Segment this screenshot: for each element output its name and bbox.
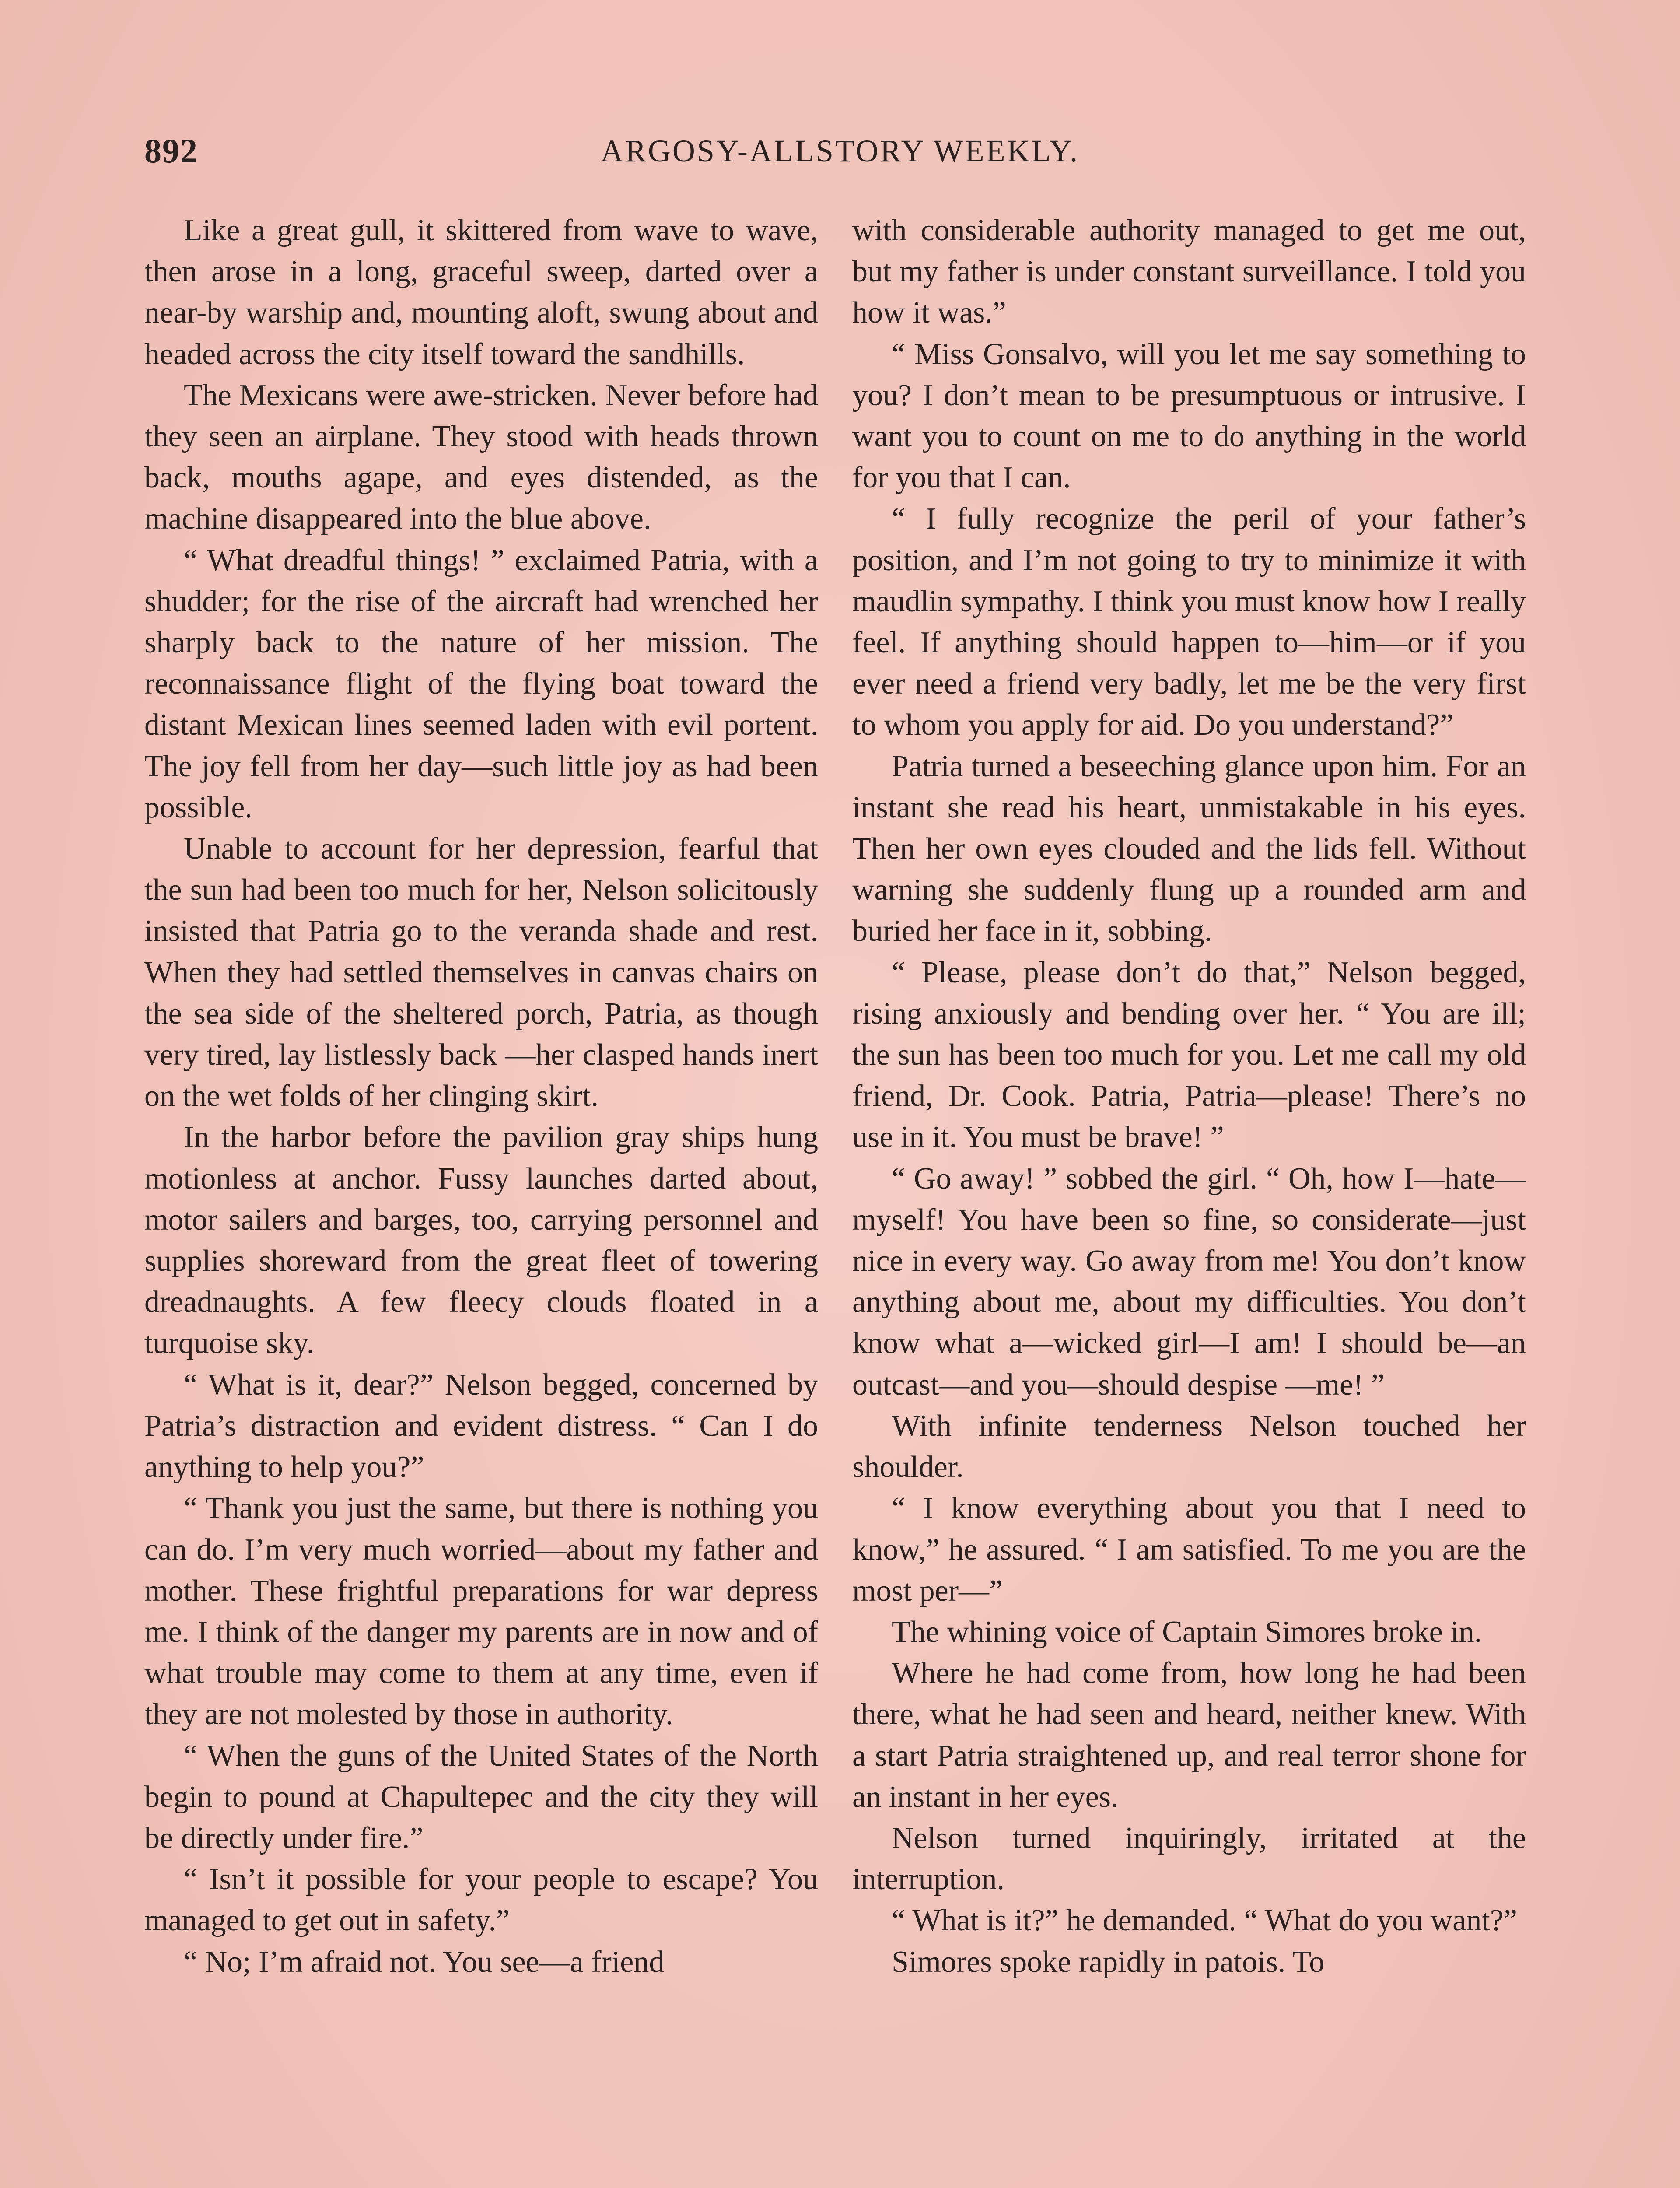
paragraph: “ What dreadful things! ” exclaimed Patria, with a shudder; for the rise of the aircraft had wrenched her sharply back to the nature of her mission. The reconnaissance flight of the flying boat toward the distant Mexican lines seemed laden with evil portent. The joy fell from her day—such little joy as had been possible. xyxy=(144,543,818,824)
paragraph: Nelson turned inquiringly, irritated at the interruption. xyxy=(852,1821,1526,1897)
paragraph: “ I fully recognize the peril of your father’s position, and I’m not going to try to minimize it with maudlin sympathy. I think you must know how I really feel. If anything should happen to—him—or if you ever need a friend very badly, let me be the very first to whom you apply for aid. Do you understand?” xyxy=(852,502,1526,742)
paragraph: With infinite tenderness Nelson touched her shoulder. xyxy=(852,1409,1526,1484)
paragraph: “ Thank you just the same, but there is nothing you can do. I’m very much worried—about my father and mother. These frightful preparations for war depress me. I think of the danger my parents are in now and of what trouble may come to them at any time, even if they are not molested by those in authority. xyxy=(144,1491,818,1732)
paragraph: Patria turned a beseeching glance upon him. For an instant she read his heart, unmistakable in his eyes. Then her own eyes clouded and the lids fell. Without warning she suddenly flung up a rounded arm and buried her face in it, sobbing. xyxy=(852,749,1526,948)
paragraph: Unable to account for her depression, fearful that the sun had been too much for her, Nelson solicitously insisted that Patria go to the veranda shade and rest. When they had settled themselves in canvas chairs on the sea side of the sheltered porch, Patria, as though very tired, lay listlessly back —her clasped hands inert on the wet folds of her clinging skirt. xyxy=(144,832,818,1113)
page-number: 892 xyxy=(144,132,198,170)
paragraph: Where he had come from, how long he had been there, what he had seen and heard, neither knew. With a start Patria straightened up, and real terror shone for an instant in her eyes. xyxy=(852,1656,1526,1814)
paragraph: “ Please, please don’t do that,” Nelson begged, rising anxiously and bending over her. “ You are ill; the sun has been too much for you. Let me call my old friend, Dr. Cook. Patria, Patria—please! There’s no use in it. You must be brave! ” xyxy=(852,955,1526,1154)
paragraph: Simores spoke rapidly in patois. To xyxy=(892,1945,1325,1979)
paragraph: In the harbor before the pavilion gray ships hung motionless at anchor. Fussy launches darted about, motor sailers and barges, too, carrying personnel and supplies shoreward from the great fleet of towering dreadnaughts. A few fleecy clouds floated in a turquoise sky. xyxy=(144,1120,818,1360)
running-title: ARGOSY-ALLSTORY WEEKLY. xyxy=(600,133,1080,168)
paragraph: The whining voice of Captain Simores broke in. xyxy=(892,1615,1482,1649)
left-column xyxy=(144,210,818,1983)
paragraph: “ I know everything about you that I need to know,” he assured. “ I am satisfied. To me you are the most per—” xyxy=(852,1491,1526,1608)
page-header xyxy=(144,131,1536,184)
paragraph-continued: with considerable authority managed to get me out, but my father is under constant surveillance. I told you how it was.” xyxy=(852,214,1526,330)
paragraph: “ When the guns of the United States of the North begin to pound at Chapultepec and the city they will be directly under fire.” xyxy=(144,1739,818,1855)
paragraph: The Mexicans were awe-stricken. Never before had they seen an airplane. They stood with heads thrown back, mouths agape, and eyes distended, as the machine disappeared into the blue above. xyxy=(144,378,818,536)
paragraph: “ Miss Gonsalvo, will you let me say something to you? I don’t mean to be presumptuous or intrusive. I want you to count on me to do anything in the world for you that I can. xyxy=(852,337,1526,495)
paragraph: “ What is it, dear?” Nelson begged, concerned by Patria’s distraction and evident distress. “ Can I do anything to help you?” xyxy=(144,1368,818,1484)
paragraph: “ Go away! ” sobbed the girl. “ Oh, how I—hate—myself! You have been so fine, so considerate—just nice in every way. Go away from me! You don’t know anything about me, about my difficulties. You don’t know what a—wicked girl—I am! I should be—an outcast—and you—should despise —me! ” xyxy=(852,1161,1526,1402)
paragraph: “ Isn’t it possible for your people to escape? You managed to get out in safety.” xyxy=(144,1862,818,1938)
paragraph: Like a great gull, it skittered from wave to wave, then arose in a long, graceful sweep, darted over a near-by warship and, mounting aloft, swung about and headed across the city itself toward the sandhills. xyxy=(144,214,818,371)
paragraph: “ No; I’m afraid not. You see—a friend xyxy=(184,1945,665,1979)
right-column xyxy=(852,210,1526,1983)
paragraph: “ What is it?” he demanded. “ What do you want?” xyxy=(892,1904,1517,1938)
